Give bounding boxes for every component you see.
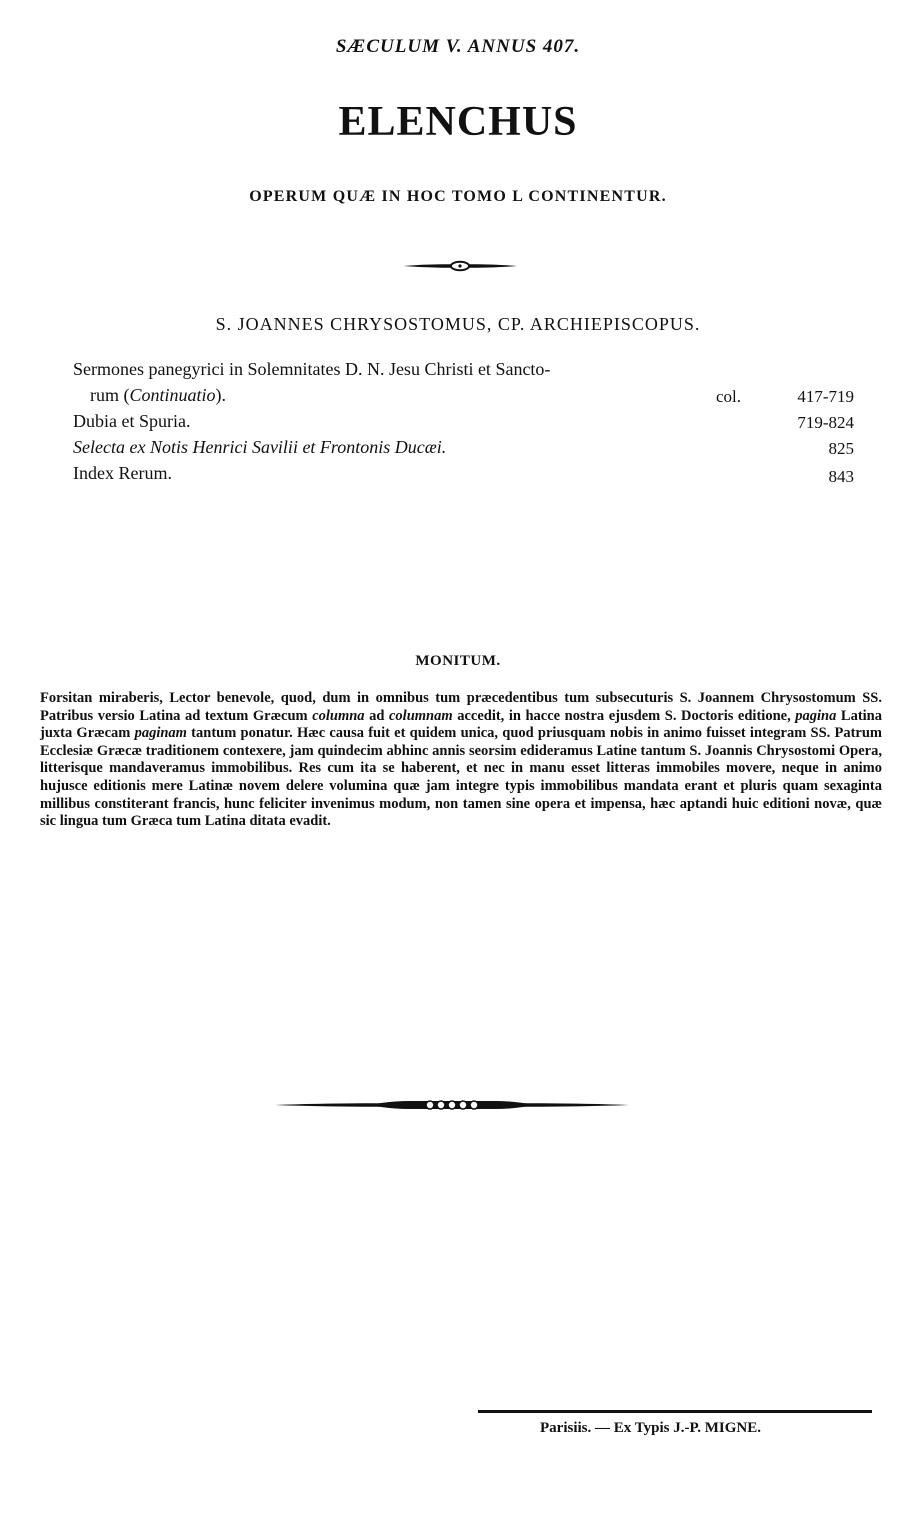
author-heading: S. JOANNES CHRYSOSTOMUS, CP. ARCHIEPISCOPUS. xyxy=(215,314,701,334)
toc-entry-title-continuation: rum (Continuatio). xyxy=(90,385,227,405)
ornament-divider-top xyxy=(402,259,518,273)
toc-entry-pages: 843 xyxy=(828,467,854,486)
page-subtitle: OPERUM QUÆ IN HOC TOMO L CONTINENTUR. xyxy=(249,188,667,205)
toc-entry-title: Sermones panegyrici in Solemnitates D. N. Jesu Christi et Sancto- xyxy=(73,359,551,379)
toc-entry-pages: 417-719 xyxy=(797,387,854,406)
toc-col-label: col. xyxy=(716,387,742,406)
monitum-heading: MONITUM. xyxy=(415,653,501,669)
toc-entry-title: Selecta ex Notis Henrici Savilii et Frontonis Ducæi. xyxy=(73,437,447,457)
page-title: ELENCHUS xyxy=(338,99,578,145)
running-head: SÆCULUM V. ANNUS 407. xyxy=(335,36,581,57)
monitum-paragraph: Forsitan miraberis, Lector benevole, quod, dum in omnibus tum præcedentibus tum subsecuturis S. Joannem Chrysostomum SS. Patribus versio Latina ad textum Græcum columna ad columnam accedit, in hacce nostra ejusdem S. Doctoris editione, pagina Latina juxta Græcam paginam tantum ponatur. Hæc causa fuit et quidem unica, quod priusquam nobis in animo fuisset integram SS. Patrum Ecclesiæ Græcæ traditionem contexere, jam quindecim abhinc annis seorsim edideramus Latine tantum S. Joannis Chrysostomi Opera, litterisque mandaveramus immobilibus. Res cum ita se haberent, et nec in manu esset litteras immobiles movere, neque in animo hujusce editionis mere Latinæ novem delere volumina quæ jam integre typis immobilibus mandata erant et pluris quam sexaginta millibus constiterant francis, hunc feliciter invenimus modum, non tamen sine opera et impensa, hæc aptandi huic editioni novæ, quæ sic lingua tum Græca tum Latina ditata evadit. xyxy=(40,690,882,830)
ornament-divider-bottom xyxy=(274,1096,630,1114)
footer-rule xyxy=(478,1410,872,1413)
printer-imprint: Parisiis. — Ex Typis J.-P. MIGNE. xyxy=(540,1420,762,1436)
toc-entry-pages: 719-824 xyxy=(797,413,854,432)
toc-entry-title: Dubia et Spuria. xyxy=(73,411,191,431)
toc-entry-pages: 825 xyxy=(828,439,854,458)
toc-entry-title: Index Rerum. xyxy=(73,463,172,483)
